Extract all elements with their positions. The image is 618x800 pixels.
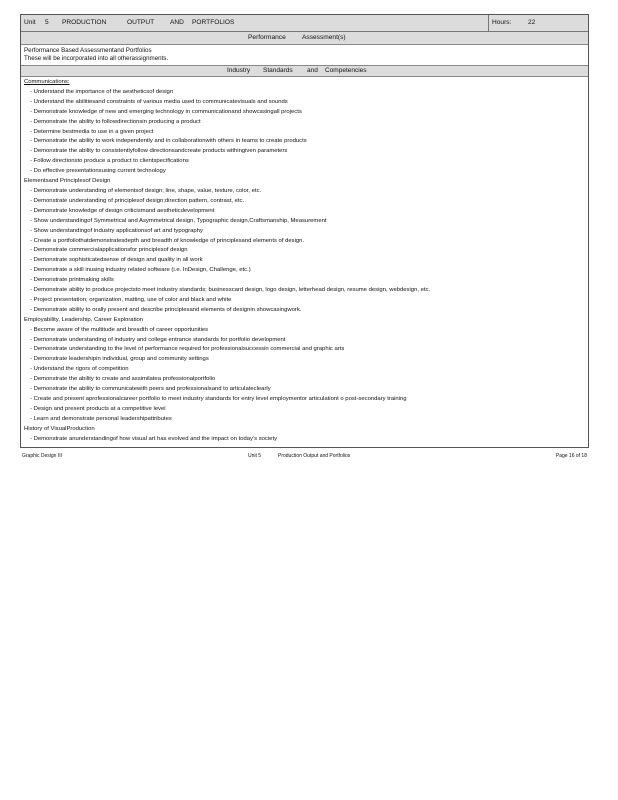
list-item: - Create and present aprofessionalcareer portfolio to meet industry standards for entry level employmentor articulationt o post-secondary training [30,396,407,402]
list-item: - Demonstrate understanding to the level of performance required for professionalsuccessin commercial and graphic arts [30,346,345,353]
list-item: - Learn and demonstrate personal leadershipattributes [30,415,172,422]
list-item: - Demonstrate a skill inusing industry related software (i.e. InDesign, Challenge, etc.) [30,267,251,274]
competencies-list [21,77,588,447]
list-item: - Demonstrate the ability to followdirectionsin producing a product [30,118,201,125]
footer-page-number: Page 16 of 18 [555,453,587,459]
footer-unit-title: Production Output and Portfolios [278,453,351,459]
standards-heading-word2: Standards [263,67,293,74]
list-item: - Demonstrate the ability to consistentlyfollow directionsandcreate products withingiven parameters [30,148,288,155]
list-item: - Demonstrate sophisticatedsense of design and quality in all work [30,257,203,264]
footer-unit: Unit 5 [248,453,262,459]
performance-assessment-heading [21,32,588,45]
header-divider [488,15,489,31]
hours-value: 22 [528,19,536,26]
assessment-description [21,45,588,65]
section-title: History of VisualProduction [24,425,95,432]
standards-heading-word4: Competencies [325,67,367,74]
list-item: - Demonstrate understanding of principlesof design;direction pattern, contrast, etc. [30,197,245,204]
list-item: - Demonstrate commercialapplicationsfor principlesof design [30,247,188,254]
list-item: - Demonstrate ability to produce projectsto meet industry standards; businesscard design, logo design, letterhead design, resume design, webdesign, etc. [30,287,431,294]
assessment-line-2: These will be incorporated into all otherassignments. [24,55,169,62]
list-item: - Understand the importance of the aestheticsof design [30,88,174,95]
unit-title-portfolios: PORTFOLIOS [192,19,235,26]
list-item: - Understand the abilitiesand constraints of various media used to communicatevisuals and sounds [30,98,288,105]
list-item: - Demonstrate understanding of industry and college entrance standards for portfolio development [30,336,286,343]
list-item: - Demonstrate understanding of elementsof design; line, shape, value, texture, color, etc. [30,187,262,194]
page-footer [22,453,587,463]
section-title: Communications: [24,79,70,85]
list-item: - Show understandingof Symmetrical and Asymmetrical design, Typographic design,Craftsmanship, Measurement [30,217,327,224]
unit-header-row [21,15,588,32]
list-item: - Determine bestmedia to use in a given project [30,128,154,135]
list-item: - Follow directionsto produce a product to clientspecifications [30,158,189,165]
list-item: - Demonstrate ability to orally present and describe principlesand elements of designin showcasingwork. [30,306,302,313]
list-item: - Project presentation; organization, matting, use of color and black and white [30,296,232,303]
performance-heading-word2: Assessment(s) [302,34,346,41]
section-title: Employability, Leadership, Career Exploration [24,316,144,323]
unit-title-production: PRODUCTION [62,19,107,26]
section-title: Elementsand Principlesof Design [24,178,111,185]
unit-number: 5 [45,19,49,26]
list-item: - Demonstrate anunderstandingof how visual art has evolved and the impact on today's society [30,435,278,442]
list-item: - Demonstrate the ability to work independently and in collaborationwith others in teams to create products [30,138,307,145]
list-item: - Demonstrate the ability to create and assimilatea professionalportfolio [30,376,216,383]
unit-label: Unit [24,19,36,26]
list-item: - Demonstrate knowledge of new and emerging technology in communicationand showcasingall projects [30,108,302,115]
list-item: - Demonstrate leadershipin individual, group and community settings [30,356,209,363]
list-item: - Demonstrate knowledge of design criticismand aestheticdevelopment [30,207,215,214]
standards-heading-word3: and [307,67,318,74]
unit-title-output: OUTPUT [127,19,155,26]
unit-table [20,14,589,448]
footer-course: Graphic Design III [22,453,63,459]
list-item: - Do effective presentationsusing current technology [30,168,166,175]
list-item: - Show understandingof industry applicationsof art and typography [30,227,203,234]
list-item: - Demonstrate printmaking skills [30,277,114,284]
list-item: - Understand the rigors of competition [30,366,129,373]
performance-heading-word1: Performance [248,34,286,41]
list-item: - Become aware of the multitude and breadth of career opportunities [30,326,209,333]
assessment-line-1: Performance Based Assessmentand Portfolios [24,47,152,54]
industry-standards-heading [21,65,588,77]
hours-label: Hours: [492,19,512,26]
standards-heading-word1: Industry [227,67,251,74]
list-item: - Demonstrate the ability to communicatewith peers and professionalsand to articulateclearly [30,386,271,393]
list-item: - Design and present products at a competitive level [30,405,166,412]
list-item: - Create a portfoliothatdemonstratesdepth and breadth of knowledge of principlesand elements of design. [30,237,305,244]
unit-title-and: AND [170,19,184,26]
